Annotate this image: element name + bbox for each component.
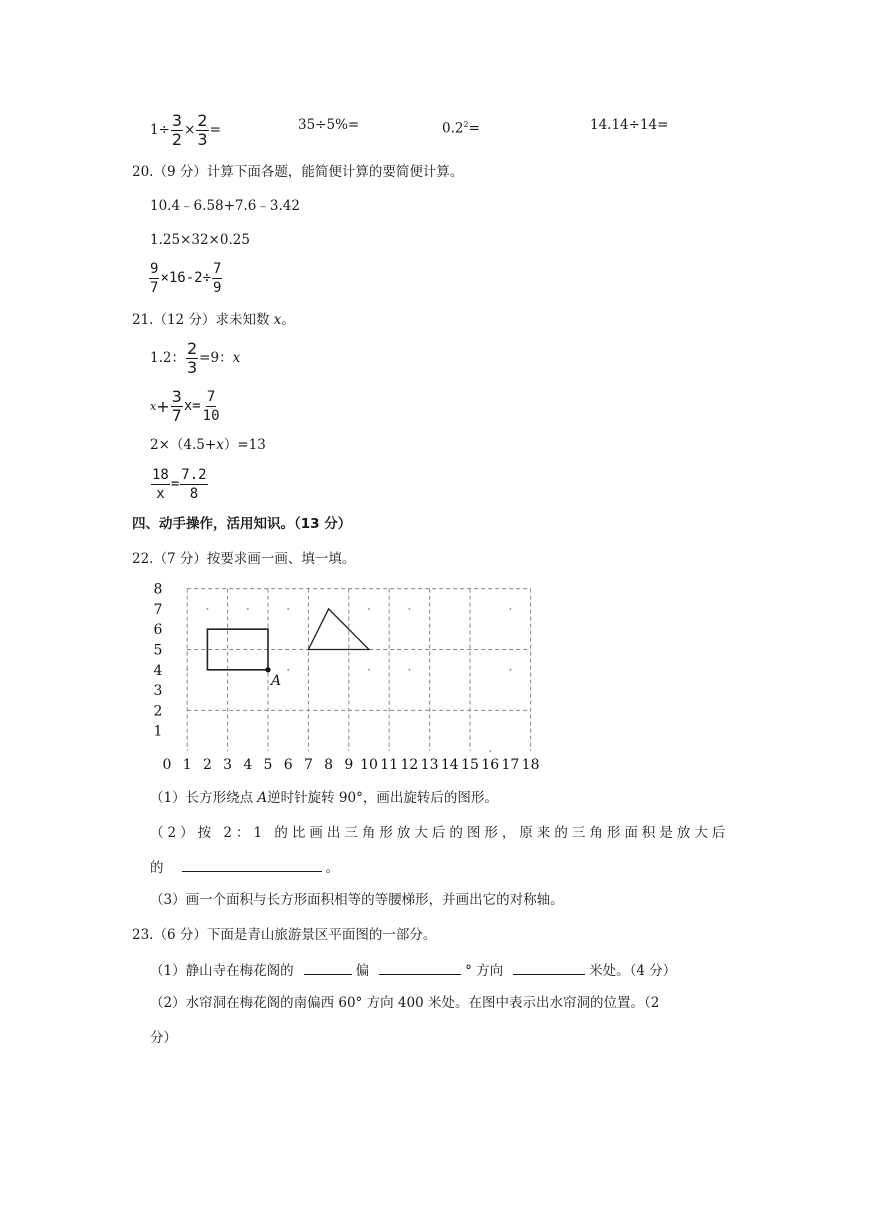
fraction: $\frac{3}{2}$ (171, 110, 183, 149)
q23-sub1: （1）静山寺在梅花阁的 偏 ° 方向 米处。（4 分） (150, 960, 676, 980)
x-tick-label: 11 (380, 757, 399, 773)
y-tick-label: 4 (153, 662, 163, 679)
x-tick-label: 9 (344, 757, 354, 773)
x-tick-label: 8 (324, 757, 334, 773)
y-tick-label: 3 (153, 683, 163, 700)
mental-math-item-2: 35÷5%= (298, 117, 360, 133)
fraction: $\frac{9}{7}$ (150, 260, 159, 296)
x-tick-label: 5 (263, 757, 273, 773)
x-tick-label: 18 (521, 757, 540, 773)
q20-expression-3: $\frac{9}{7}$ ×16-2÷ $\frac{7}{9}$ (150, 260, 222, 296)
y-tick-label: 8 (153, 581, 163, 598)
fraction: $\frac{2}{3}$ (186, 338, 198, 377)
grid-dot (489, 750, 491, 752)
x-tick-label: 15 (461, 757, 479, 773)
y-tick-label: 6 (153, 622, 163, 639)
q22-sub1: （1）长方形绕点 A逆时针旋转 90°，画出旋转后的图形。 (150, 790, 498, 806)
q23-title: 23.（6 分）下面是青山旅游景区平面图的一部分。 (132, 927, 437, 943)
x-tick-label: 17 (501, 757, 520, 773)
x-tick-label: 2 (202, 757, 212, 773)
x-tick-label: 6 (283, 757, 293, 773)
fraction: $\frac{3}{7}$ (171, 386, 182, 425)
grid-dot (509, 669, 511, 671)
fraction: $\frac{7.2}{8}$ (181, 466, 207, 502)
grid-dot (408, 608, 410, 610)
x-tick-label: 1 (182, 757, 192, 773)
fraction: $\frac{18}{x}$ (152, 466, 169, 502)
x-tick-label: 16 (481, 757, 500, 773)
grid-dot (408, 669, 410, 671)
fraction: $\frac{7}{10}$ (202, 388, 220, 424)
q21-title: 21.（12 分）求未知数 x。 (132, 312, 295, 328)
y-tick-label: 5 (153, 642, 163, 659)
q20-expression-2: 1.25×32×0.25 (150, 232, 250, 248)
mental-math-item-3: $0.2^2=$ (442, 120, 480, 137)
section-heading: 四、动手操作，活用知识。（13 分） (132, 516, 352, 532)
answer-blank-direction[interactable] (304, 960, 352, 975)
grid-dot (307, 730, 309, 732)
answer-blank-angle[interactable] (379, 960, 461, 975)
x-tick-label: 4 (243, 757, 253, 773)
point-a-label: A (271, 672, 282, 689)
x-tick-label: 13 (420, 757, 439, 773)
q23-sub2-line1: （2）水帘洞在梅花阁的南偏西 60° 方向 400 米处。在图中表示出水帘洞的位置。（2 (150, 995, 660, 1011)
q21-equation-4: $\frac{18}{x}$ = $\frac{7.2}{8}$ (152, 466, 207, 502)
q22-title: 22.（7 分）按要求画一画、填一填。 (132, 551, 356, 567)
answer-blank-distance[interactable] (513, 960, 585, 975)
triangle-shape (308, 609, 369, 650)
mental-math-item-4: 14.14÷14= (590, 117, 669, 133)
y-tick-label: 2 (153, 703, 163, 720)
y-tick-label: 1 (153, 723, 163, 740)
x-tick-label: 10 (360, 757, 378, 773)
fraction: $\frac{2}{3}$ (197, 110, 208, 149)
q20-title: 20.（9 分）计算下面各题，能简便计算的要简便计算。 (132, 164, 464, 180)
q21-equation-1: 1.2： $\frac{2}{3}$ =9： x (150, 338, 241, 377)
q21-equation-2: x + $\frac{3}{7}$ x= $\frac{7}{10}$ (150, 386, 220, 425)
q21-equation-3: 2×（4.5+x）=13 (150, 437, 266, 453)
point-a-marker (265, 667, 270, 672)
q22-sub3: （3）画一个面积与长方形面积相等的等腰梯形，并画出它的对称轴。 (150, 892, 564, 908)
coordinate-grid (140, 578, 550, 778)
answer-blank[interactable] (182, 857, 322, 872)
q23-sub2-line2: 分） (150, 1030, 177, 1046)
grid-dot (247, 608, 249, 610)
x-tick-label: 7 (303, 757, 313, 773)
grid-dot (287, 669, 289, 671)
q22-sub2-line1: （2）按 2：1 的比画出三角形放大后的图形，原来的三角形面积是放大后 (150, 825, 730, 841)
x-tick-label: 0 (162, 757, 172, 773)
grid-dot (206, 608, 208, 610)
grid-dot (287, 608, 289, 610)
grid-dot (509, 608, 511, 610)
grid-dot (368, 608, 370, 610)
grid-dot (307, 669, 309, 671)
fraction: $\frac{7}{9}$ (213, 260, 222, 296)
grid-dot (186, 669, 188, 671)
q20-expression-1: 10.4﹣6.58+7.6﹣3.42 (150, 198, 300, 214)
q22-sub2-line2: 的 。 (150, 857, 339, 877)
y-tick-label: 7 (153, 601, 163, 618)
x-tick-label: 3 (223, 757, 233, 773)
grid-dot (368, 669, 370, 671)
mental-math-item-1: 1÷ $\frac{3}{2}$ × $\frac{2}{3}$ = (150, 110, 221, 149)
x-tick-label: 12 (400, 757, 419, 773)
x-tick-label: 14 (440, 757, 459, 773)
